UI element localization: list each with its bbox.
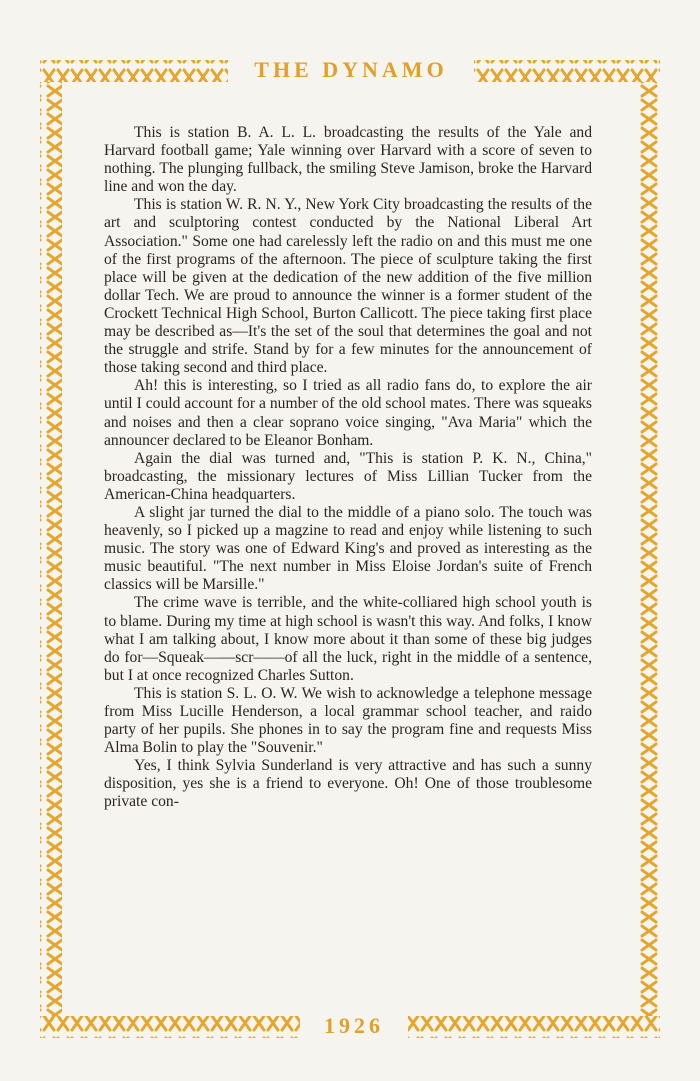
paragraph: This is station B. A. L. L. broadcasting the results of the Yale and Harvard football game; Yale winning over Harvard with a score of seven to nothing. The plunging fullback, the smiling Steve Jamison, broke the Harvard line and won the day. xyxy=(104,124,592,196)
footer-year: 1926 xyxy=(300,1014,408,1038)
paragraph: Ah! this is interesting, so I tried as all radio fans do, to explore the air until I could account for a number of the old school mates. There was squeaks and noises and then a clear soprano voice singing, "Ava Maria" which the announcer declared to be Eleanor Bonham. xyxy=(104,377,592,449)
page-title: THE DYNAMO xyxy=(228,58,474,82)
paragraph: Yes, I think Sylvia Sunderland is very attractive and has such a sunny disposition, yes she is a friend to everyone. Oh! One of those troublesome private con- xyxy=(104,757,592,811)
paragraph: This is station S. L. O. W. We wish to acknowledge a telephone message from Miss Lucille Henderson, a local grammar school teacher, and raido party of her pupils. She phones in to say the program fine and requests Miss Alma Bolin to play the "Souvenir." xyxy=(104,684,592,757)
paragraph: This is station W. R. N. Y., New York City broadcasting the results of the art and sculptoring contest conducted by the National Liberal Art Association." Some one had carelessly left the radio on and this must me one of the first programs of the afternoon. The piece of sculpture taking the first place will be given at the dedication of the new addition of the five million dollar Tech. We are proud to announce the winner is a former student of the Crockett Technical High School, Burton Callicott. The piece taking first place may be described as—It's the set of the soul that determines the goal and not the struggle and strife. Stand by for a few minutes for the announcement of those taking second and third place. xyxy=(104,196,592,377)
paragraph: Again the dial was turned and, "This is station P. K. N., China," broadcasting, the missionary lectures of Miss Lillian Tucker from the American-China headquarters. xyxy=(104,449,592,503)
body-text xyxy=(104,124,592,812)
paragraph: The crime wave is terrible, and the white-colliared high school youth is to blame. During my time at high school is wasn't this way. And folks, I know what I am talking about, I know more about it than some of these big judges do for—Squeak——scr——of all the luck, right in the middle of a sentence, but I at once recognized Charles Sutton. xyxy=(104,594,592,684)
paragraph: A slight jar turned the dial to the middle of a piano solo. The touch was heavenly, so I picked up a magzine to read and enjoy while listening to such music. The story was one of Edward King's and proved as interesting as the music beautiful. "The next number in Miss Eloise Jordan's suite of French classics will be Marsille." xyxy=(104,503,592,594)
